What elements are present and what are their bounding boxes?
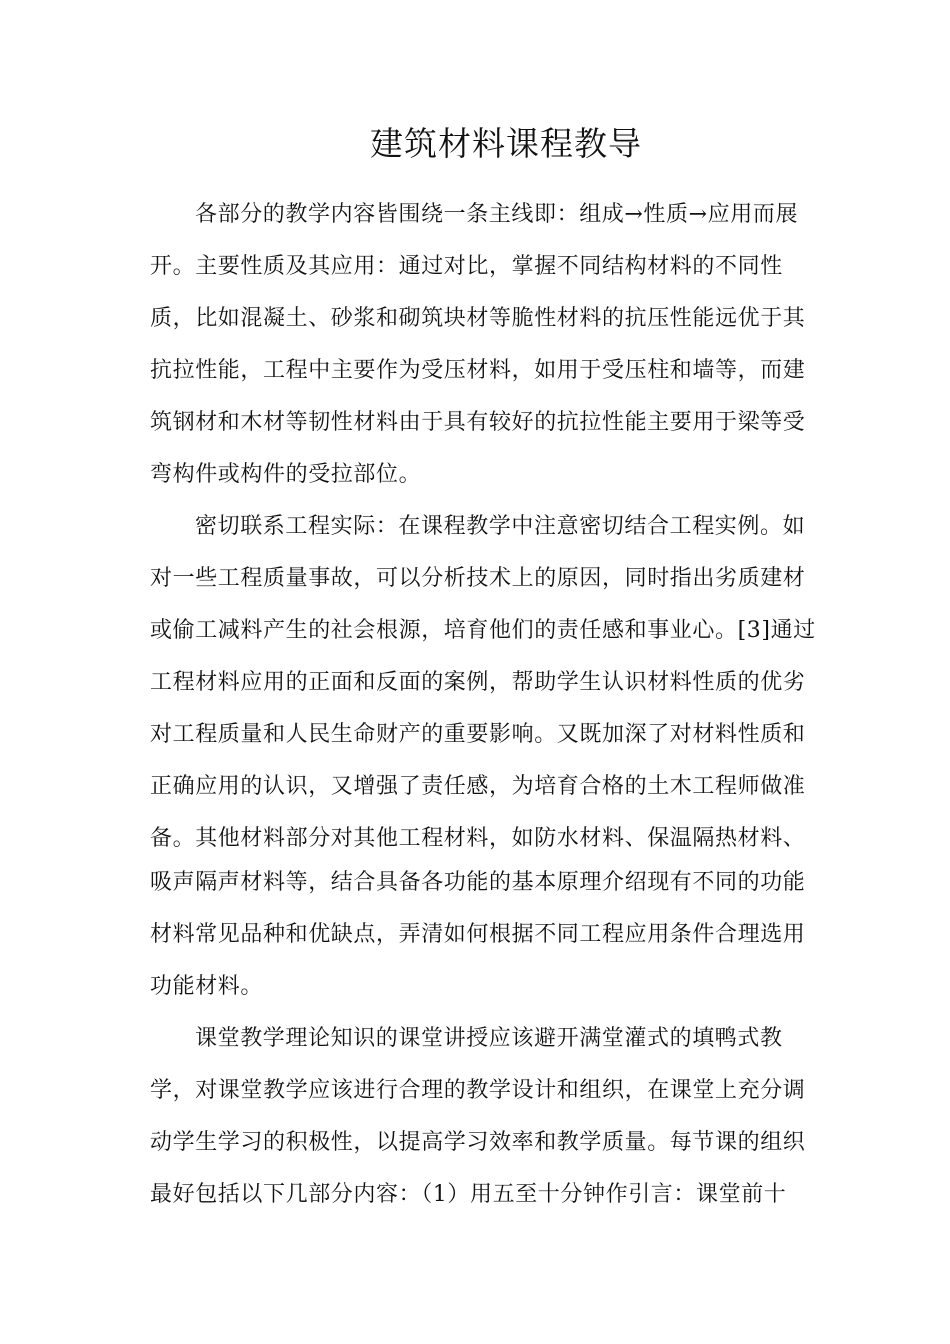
document-title: 建筑材料课程教导: [370, 124, 642, 163]
paragraph-line: 抗拉性能，工程中主要作为受压材料，如用于受压柱和墙等，而建: [150, 358, 806, 383]
paragraph-line: 对工程质量和人民生命财产的重要影响。又既加深了对材料性质和: [150, 722, 806, 747]
paragraph-line: 密切联系工程实际：在课程教学中注意密切结合工程实例。如: [195, 514, 806, 539]
paragraph-line: 质，比如混凝土、砂浆和砌筑块材等脆性材料的抗压性能远优于其: [150, 306, 806, 331]
paragraph-line: 开。主要性质及其应用：通过对比，掌握不同结构材料的不同性: [150, 254, 783, 279]
paragraph-line: 功能材料。: [150, 974, 264, 999]
paragraph-line: 工程材料应用的正面和反面的案例，帮助学生认识材料性质的优劣: [150, 670, 806, 695]
paragraph-line: 正确应用的认识，又增强了责任感，为培育合格的土木工程师做准: [150, 774, 806, 799]
paragraph-line: 或偷工减料产生的社会根源，培育他们的责任感和事业心。[3]通过: [150, 618, 816, 643]
paragraph-line: 最好包括以下几部分内容：（1）用五至十分钟作引言：课堂前十: [150, 1182, 787, 1207]
paragraph-line: 学，对课堂教学应该进行合理的教学设计和组织，在课堂上充分调: [150, 1078, 806, 1103]
paragraph-line: 材料常见品种和优缺点，弄清如何根据不同工程应用条件合理选用: [150, 922, 806, 947]
paragraph-line: 动学生学习的积极性，以提高学习效率和教学质量。每节课的组织: [150, 1130, 806, 1155]
paragraph-line: 课堂教学理论知识的课堂讲授应该避开满堂灌式的填鸭式教: [195, 1026, 783, 1051]
paragraph-line: 各部分的教学内容皆围绕一条主线即：组成→性质→应用而展: [195, 202, 799, 227]
paragraph-line: 对一些工程质量事故，可以分析技术上的原因，同时指出劣质建材: [150, 566, 806, 591]
paragraph-line: 弯构件或构件的受拉部位。: [150, 462, 422, 487]
paragraph-line: 吸声隔声材料等，结合具备各功能的基本原理介绍现有不同的功能: [150, 870, 806, 895]
paragraph-line: 筑钢材和木材等韧性材料由于具有较好的抗拉性能主要用于梁等受: [150, 410, 806, 435]
paragraph-line: 备。其他材料部分对其他工程材料，如防水材料、保温隔热材料、: [150, 826, 806, 851]
